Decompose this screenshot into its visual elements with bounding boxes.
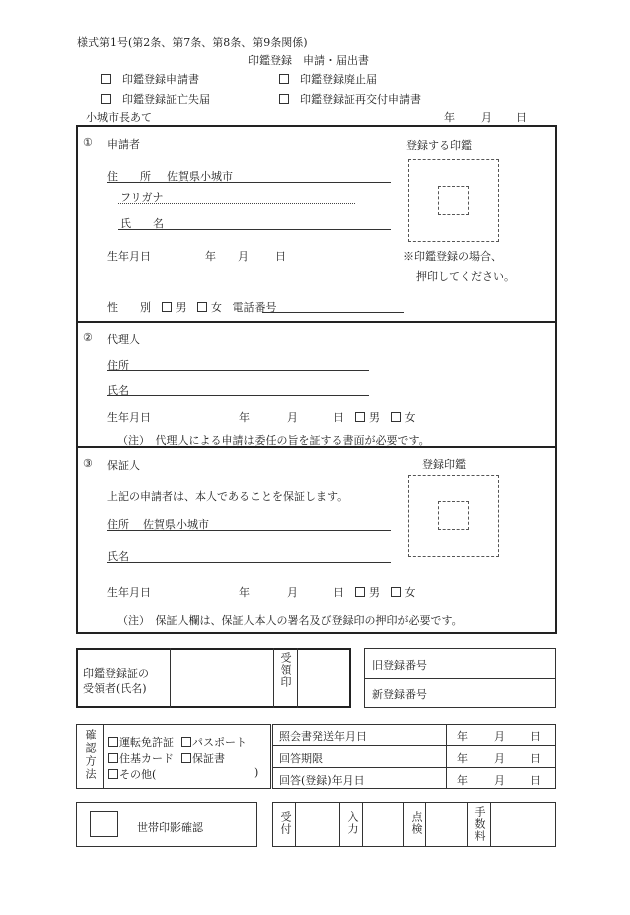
dates-divider [272,767,556,768]
applicant-furigana-label: フリガナ [120,191,164,204]
guarantor-birth-day: 日 [333,586,344,599]
deadline-month: 月 [494,752,505,765]
agent-address-label: 住所 [107,359,129,372]
household-seal-label: 世帯印影確認 [137,821,203,834]
passport-label: パスポート [192,736,247,749]
applicant-male-checkbox[interactable] [162,302,172,312]
applicant-male-label: 男 [175,301,187,314]
recipient-label-1: 印鑑登録証の [83,667,149,680]
inquiry-date-label: 照会書発送年月日 [279,730,367,743]
agent-address-field[interactable] [107,370,369,371]
answer-day: 日 [530,774,541,787]
answer-deadline-label: 回答期限 [279,752,323,765]
form-number: 様式第1号(第2条、第7条、第8条、第9条関係) [77,36,308,49]
guarantor-male-label: 男 [369,586,380,599]
deadline-day: 日 [530,752,541,765]
addressee: 小城市長あて [86,111,152,124]
other-label: その他( [119,768,157,781]
agent-sex-row [355,409,416,425]
inquiry-month: 月 [494,730,505,743]
option-label: 印鑑登録証亡失届 [122,93,210,106]
date-year: 年 [444,111,455,124]
option-seal-registration[interactable] [101,71,199,87]
guarantor-birth-year: 年 [239,586,250,599]
applicant-address-field[interactable] [107,182,391,183]
section-divider [76,321,557,323]
accepted-label: 受付 [279,811,292,835]
dates-divider [272,745,556,746]
guarantor-birth-label: 生年月日 [107,586,151,599]
form-title: 印鑑登録 申請・届出書 [248,54,369,67]
date-day: 日 [516,111,527,124]
applicant-female-checkbox[interactable] [197,302,207,312]
office-divider [425,802,426,847]
guarantee-doc-label: 保証書 [192,752,225,765]
option-card-lost[interactable] [101,91,210,107]
seal-title: 登録する印鑑 [406,139,472,152]
verification-method-label: 確認方法 [84,729,97,781]
receipt-seal-label: 受領印 [279,652,292,688]
new-registration-number: 新登録番号 [372,688,427,701]
license-label: 運転免許証 [119,736,174,749]
agent-male-label: 男 [369,411,380,424]
inquiry-year: 年 [457,730,468,743]
office-divider [490,802,491,847]
old-registration-number: 旧登録番号 [372,659,427,672]
option-label: 印鑑登録申請書 [122,73,199,86]
other-close: ) [254,766,259,779]
applicant-birth-day: 日 [275,250,286,263]
answer-year: 年 [457,774,468,787]
guarantor-sex-row [355,584,416,600]
input-label: 入力 [346,811,359,835]
agent-female-checkbox[interactable] [391,412,401,422]
office-divider [403,802,404,847]
agent-name-label: 氏名 [107,384,129,397]
applicant-name-field[interactable] [118,229,391,230]
agent-birth-day: 日 [333,411,344,424]
guarantor-address-value: 佐賀県小城市 [143,518,209,531]
agent-note: （注） 代理人による申請は委任の旨を証する書面が必要です。 [117,434,430,447]
option-seal-abolition[interactable] [279,71,377,87]
applicant-address-value: 佐賀県小城市 [167,170,233,183]
guarantor-address-label: 住所 [107,518,129,531]
guarantor-statement: 上記の申請者は、本人であることを保証します。 [107,490,349,503]
office-divider [362,802,363,847]
checkbox[interactable] [279,94,289,104]
guarantor-seal-title: 登録印鑑 [422,458,466,471]
agent-name-field[interactable] [107,395,369,396]
option-label: 印鑑登録廃止届 [300,73,377,86]
residence-card-checkbox[interactable] [108,753,118,763]
applicant-name-label: 氏 名 [120,217,164,230]
applicant-birth-year: 年 [205,250,216,263]
receipt-divider [297,648,298,708]
agent-female-label: 女 [404,411,416,424]
applicant-phone-field[interactable] [262,312,404,313]
office-divider [467,802,468,847]
agent-number: ② [83,331,93,344]
answer-date-label: 回答(登録)年月日 [279,774,365,787]
agent-birth-month: 月 [287,411,298,424]
applicant-sex-row [107,299,277,315]
applicant-birth-month: 月 [238,250,249,263]
verification-divider [103,724,104,789]
applicant-number: ① [83,136,93,149]
seal-note-1: ※印鑑登録の場合、 [403,250,502,263]
guarantor-name-label: 氏名 [107,550,129,563]
applicant-heading: 申請者 [107,138,140,151]
agent-male-checkbox[interactable] [355,412,365,422]
inquiry-day: 日 [530,730,541,743]
deadline-year: 年 [457,752,468,765]
applicant-phone-label: 電話番号 [232,301,277,314]
applicant-furigana-field[interactable] [118,203,355,204]
license-checkbox[interactable] [108,737,118,747]
checkbox[interactable] [279,74,289,84]
applicant-birth-label: 生年月日 [107,250,151,263]
guarantor-female-checkbox[interactable] [391,587,401,597]
guarantor-birth-month: 月 [287,586,298,599]
answer-month: 月 [494,774,505,787]
applicant-address-label: 住 所 [107,170,151,183]
guarantor-seal-inner-box [438,501,469,530]
agent-birth-year: 年 [239,411,250,424]
receipt-divider [170,648,171,708]
guarantor-name-field[interactable] [107,562,391,563]
household-seal-checkbox[interactable] [90,811,118,837]
applicant-female-label: 女 [211,301,222,314]
guarantor-male-checkbox[interactable] [355,587,365,597]
passport-checkbox[interactable] [181,737,191,747]
guarantor-number: ③ [83,457,93,470]
guarantor-heading: 保証人 [107,459,140,472]
seal-note-2: 押印してください。 [416,270,515,283]
residence-card-label: 住基カード [119,752,174,765]
guarantee-doc-checkbox[interactable] [181,753,191,763]
recipient-label-2: 受領者(氏名) [83,682,147,695]
receipt-divider [273,648,274,708]
checkbox[interactable] [101,74,111,84]
guarantor-address-field[interactable] [107,530,391,531]
other-checkbox[interactable] [108,769,118,779]
agent-heading: 代理人 [107,333,140,346]
office-divider [339,802,340,847]
option-card-reissue[interactable] [279,91,421,107]
office-divider [295,802,296,847]
date-month: 月 [481,111,492,124]
registration-divider [364,678,556,679]
checkbox[interactable] [101,94,111,104]
check-label: 点検 [410,811,423,835]
fee-label: 手数料 [473,806,486,842]
seal-inner-box [438,186,469,215]
applicant-sex-label: 性 別 [107,301,151,314]
method-row-3 [108,766,156,782]
guarantor-female-label: 女 [404,586,416,599]
method-row-2 [108,750,225,766]
agent-birth-label: 生年月日 [107,411,151,424]
option-label: 印鑑登録証再交付申請書 [300,93,421,106]
guarantor-note: （注） 保証人欄は、保証人本人の署名及び登録印の押印が必要です。 [117,614,463,627]
dates-divider-vertical [446,724,447,789]
method-row-1 [108,734,247,750]
